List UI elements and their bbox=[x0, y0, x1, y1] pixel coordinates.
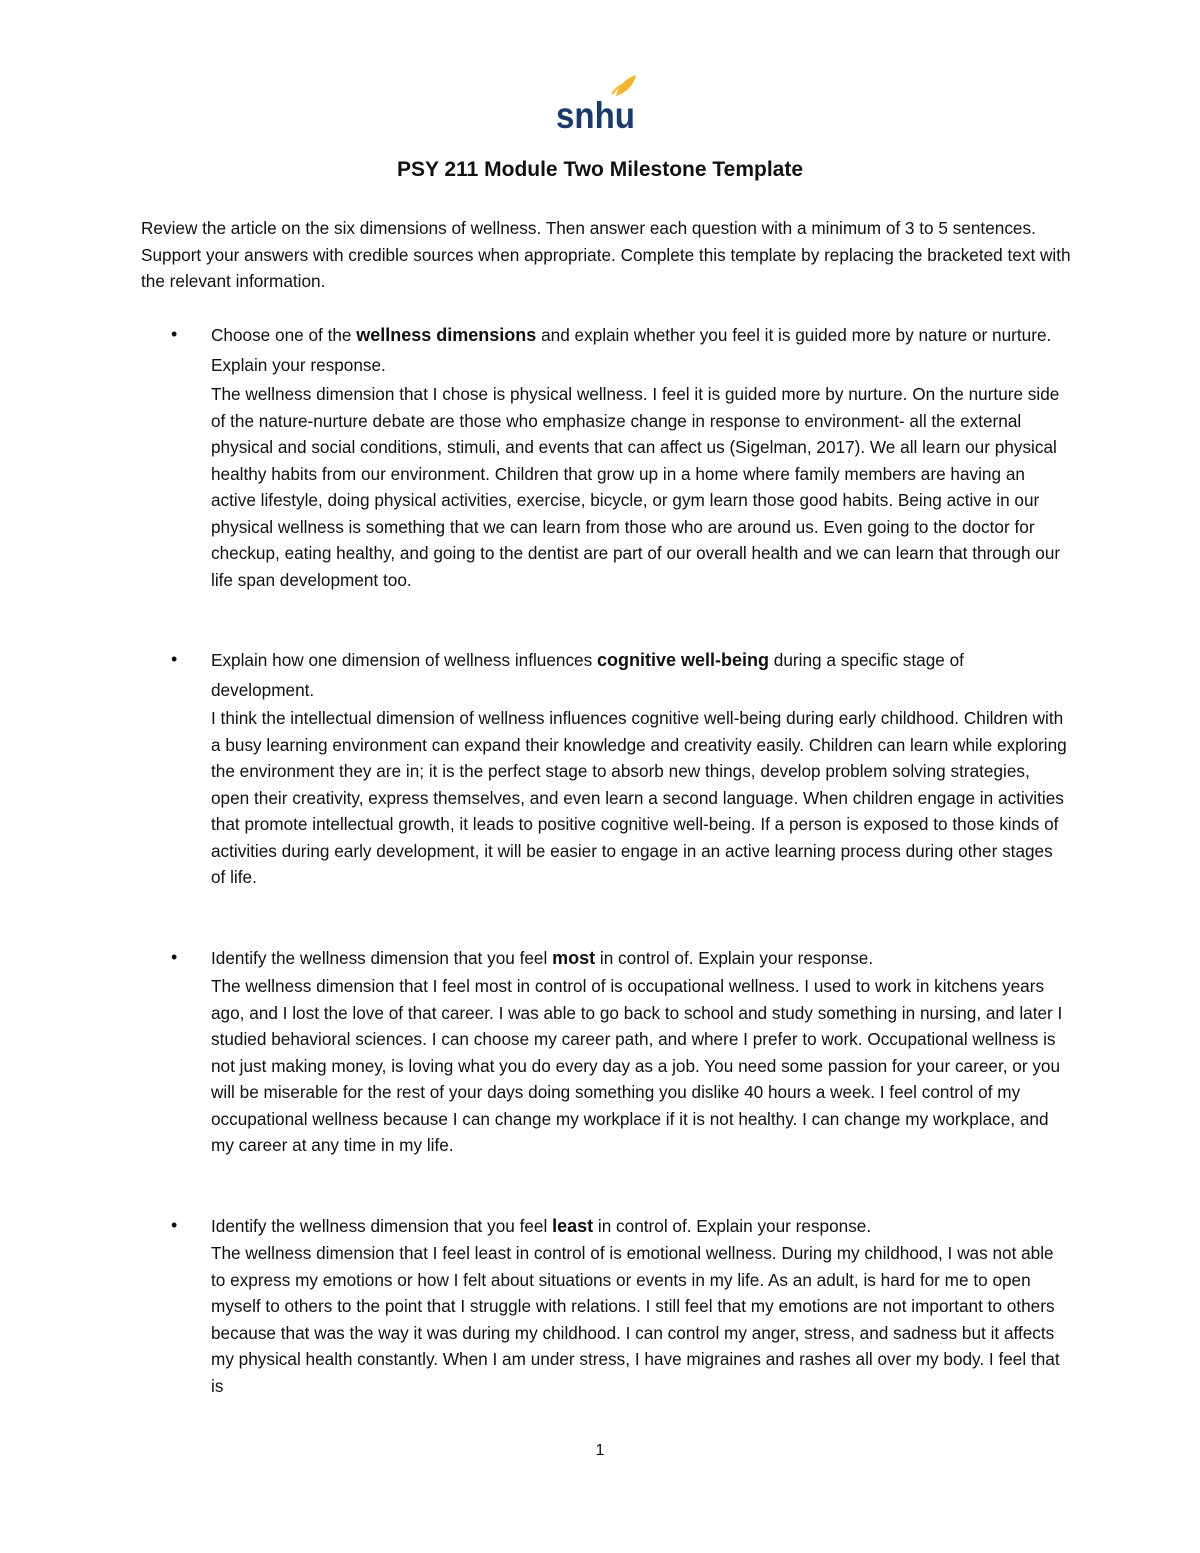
answer-text: The wellness dimension that I chose is physical wellness. I feel it is guided more by nurture. On the nurture side of the nature-nurture debate are those who emphasize change in response to environment- all the external physical and social conditions, stimuli, and events that can affect us (Sigelman, 2017). We all learn our physical healthy habits from our environment. Children that grow up in a home where family members are having an active lifestyle, doing physical activities, exercise, bicycle, or gym learn those good habits. Being active in our physical wellness is something that we can learn from those who are around us. Even going to the doctor for checkup, eating healthy, and going to the dentist are part of our overall health and we can learn that through our life span development too. bbox=[211, 384, 1061, 590]
answer-text: The wellness dimension that I feel most in control of is occupational wellness. I used to work in kitchens years ago, and I lost the love of that career. I was able to go back to school and study something in nursing, and later I studied behavioral sciences. I can choose my career path, and where I prefer to work. Occupational wellness is not just making money, is loving what you do every day as a job. You need some passion for your career, or you will be miserable for the rest of your days doing something you dislike 40 hours a week. I feel control of my occupational wellness because I can change my workplace if it is not healthy. I can change my workplace, and my career at any time in my life. bbox=[211, 976, 1063, 1155]
answer-text: The wellness dimension that I feel least in control of is emotional wellness. During my childhood, I was not able to express my emotions or how I felt about situations or events in my life. As an adult, is hard for me to open myself to others to the point that I struggle with relations. I still feel that my emotions are not important to others because that was the way it was during my childhood. I can control my anger, stress, and sadness but it affects my physical health constantly. When I am under stress, I have migraines and rashes all over my body. I feel that is bbox=[211, 1243, 1060, 1396]
page-title: PSY 211 Module Two Milestone Template bbox=[396, 158, 804, 181]
question-text: Choose one of the wellness dimensions and explain whether you feel it is guided more by nature or nurture. Explain your response. bbox=[211, 325, 1052, 375]
snhu-logo bbox=[556, 72, 638, 132]
bullet-icon: • bbox=[171, 324, 178, 344]
answer-text: I think the intellectual dimension of wellness influences cognitive well-being during early childhood. Children with a busy learning environment can expand their knowledge and creativity easily. Children can learn while exploring the environment they are in; it is the perfect stage to absorb new things, develop problem solving strategies, open their creativity, express themselves, and even learn a second language. When children engage in activities that promote intellectual growth, it leads to positive cognitive well-being. If a person is exposed to those kinds of activities during early development, it will be easier to engage in an active learning process during other stages of life. bbox=[211, 708, 1067, 887]
question-emphasis: wellness dimensions bbox=[356, 325, 537, 345]
question-text: Identify the wellness dimension that you feel least in control of. Explain your response. bbox=[211, 1216, 872, 1236]
logo-text: snhu bbox=[556, 95, 635, 132]
question-emphasis: cognitive well-being bbox=[597, 650, 770, 670]
bullet-icon: • bbox=[171, 1215, 178, 1235]
leaf-icon bbox=[616, 75, 636, 96]
bullet-icon: • bbox=[171, 947, 178, 967]
page-number: 1 bbox=[595, 1442, 605, 1459]
instructions-paragraph: Review the article on the six dimensions of wellness. Then answer each question with a minimum of 3 to 5 sentences. Support your answers with credible sources when appropriate. Complete this template by replacing the bracketed text with the relevant information. bbox=[141, 218, 1071, 291]
bullet-icon: • bbox=[171, 649, 178, 669]
question-text: Identify the wellness dimension that you feel most in control of. Explain your response. bbox=[211, 948, 874, 968]
question-emphasis: least bbox=[552, 1216, 594, 1236]
question-emphasis: most bbox=[552, 948, 596, 968]
question-text: Explain how one dimension of wellness influences cognitive well-being during a specific stage of development. bbox=[211, 650, 964, 700]
